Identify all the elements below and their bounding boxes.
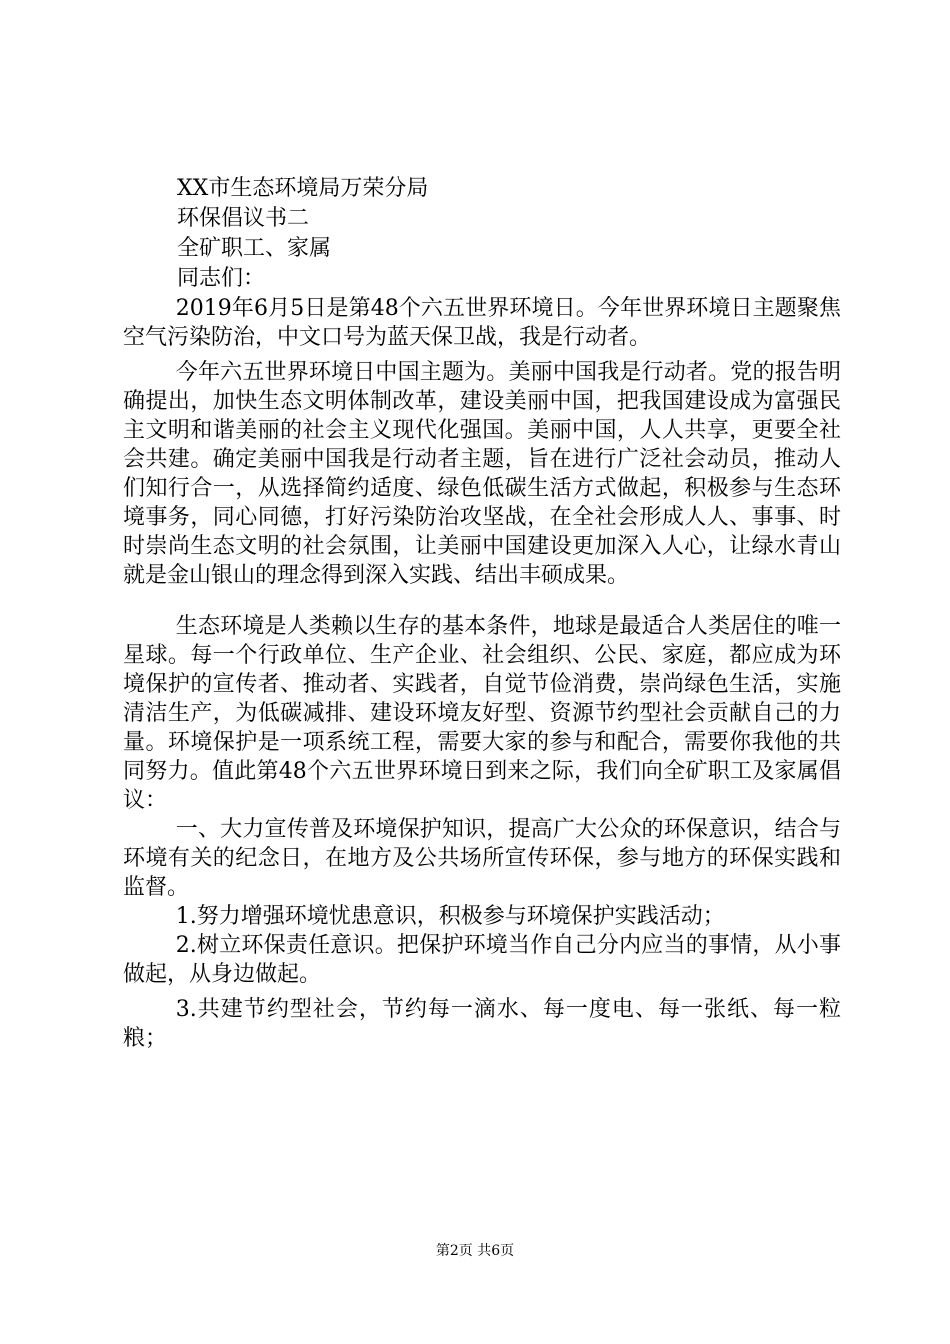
paragraph-intro: 2019年6月5日是第48个六五世界环境日。今年世界环境日主题聚焦空气污染防治，中文口号为蓝天保卫战，我是行动者。: [123, 296, 841, 350]
paragraph-proposal-1: 一、大力宣传普及环境保护知识，提高广大公众的环保意识，结合与环境有关的纪念日，在地方及公共场所宣传环保，参与地方的环保实践和监督。: [123, 817, 841, 900]
addressee-line: 全矿职工、家属: [177, 236, 332, 261]
page-number-footer: 第2页 共6页: [435, 1243, 515, 1259]
document-title: 环保倡议书二: [177, 206, 310, 231]
document-body: [123, 174, 841, 1053]
list-item-1: 1.努力增强环境忧患意识，积极参与环境保护实践活动；: [175, 904, 725, 929]
list-item-2: 2.树立环保责任意识。把保护环境当作自己分内应当的事情，从小事做起，从身边做起。: [123, 933, 841, 987]
paragraph-theme: 今年六五世界环境日中国主题为。美丽中国我是行动者。党的报告明确提出，加快生态文明体制改革，建设美丽中国，把我国建设成为富强民主文明和谐美丽的社会主义现代化强国。美丽中国，人人共享，更要全社会共建。确定美丽中国我是行动者主题，旨在进行广泛社会动员，推动人们知行合一，从选择简约适度、绿色低碳生活方式做起，积极参与生态环境事务，同心同德，打好污染防治攻坚战，在全社会形成人人、事事、时时崇尚生态文明的社会氛围，让美丽中国建设更加深入人心，让绿水青山就是金山银山的理念得到深入实践、结出丰硕成果。: [123, 360, 841, 588]
salutation-line: 同志们：: [177, 266, 266, 291]
spacer: [123, 590, 841, 612]
paragraph-environment: 生态环境是人类赖以生存的基本条件，地球是最适合人类居住的唯一星球。每一个行政单位、生产企业、社会组织、公民、家庭，都应成为环境保护的宣传者、推动者、实践者，自觉节俭消费，崇尚绿色生活，实施清洁生产，为低碳减排、建设环境友好型、资源节约型社会贡献自己的力量。环境保护是一项系统工程，需要大家的参与和配合，需要你我他的共同努力。值此第48个六五世界环境日到来之际，我们向全矿职工及家属倡议：: [123, 614, 841, 813]
issuer-line: XX市生态环境局万荣分局: [177, 176, 429, 201]
list-item-3: 3.共建节约型社会，节约每一滴水、每一度电、每一张纸、每一粒粮；: [123, 997, 841, 1051]
